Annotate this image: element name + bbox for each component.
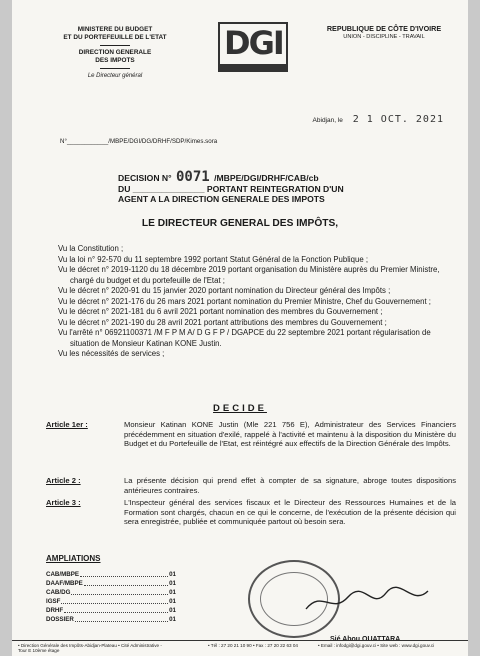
consideration-item: Vu le décret n° 2021-181 du 6 avril 2021 portant nomination des membres du Gouvernement ; xyxy=(58,307,383,316)
direction-name: DIRECTION GENERALE xyxy=(78,49,152,56)
recipient-count: 01 xyxy=(169,616,176,623)
divider xyxy=(100,68,130,69)
article-label: Article 3 : xyxy=(46,498,81,507)
recipient-count: 01 xyxy=(169,580,176,587)
date-line xyxy=(313,114,444,125)
considerations-list xyxy=(58,244,456,360)
recipient-count: 01 xyxy=(169,589,176,596)
article-label: Article 1er : xyxy=(46,420,88,429)
republic-header xyxy=(314,24,454,42)
document-page xyxy=(12,0,468,656)
recipient-count: 01 xyxy=(169,607,176,614)
consideration-item: Vu le décret n° 2021-190 du 28 avril 2021 portant attributions des membres du Gouvernement ; xyxy=(58,317,387,327)
decision-line-2: DU _______________ PORTANT REINTEGRATION D'UN xyxy=(118,183,344,194)
article-3 xyxy=(46,498,456,527)
signatory-name: Sié Abou OUATTARA xyxy=(330,636,401,643)
recipient-count: 01 xyxy=(169,571,176,578)
list-item xyxy=(46,579,176,588)
direction-name-2: DES IMPOTS xyxy=(95,57,135,64)
ministry-header xyxy=(40,26,190,80)
decision-prefix: DECISION N° xyxy=(118,173,172,183)
footer-address: • Direction Générale des Impôts-Abidjan-Plateau • Cité Administrative - Tour E 10ème étage xyxy=(18,643,162,654)
divider xyxy=(100,45,130,46)
decision-heading xyxy=(118,169,448,205)
reference-number: N°____________/MBPE/DGI/DG/DRHF/SDP/Kimes.sora xyxy=(60,138,218,145)
decision-line-3: AGENT A LA DIRECTION GENERALE DES IMPOTS xyxy=(118,194,325,204)
recipient-name: DAAF/MBPE xyxy=(46,580,83,587)
director-label: Le Directeur général xyxy=(87,73,143,79)
list-item xyxy=(46,597,176,606)
list-item xyxy=(46,570,176,579)
ampliations-title: AMPLIATIONS xyxy=(46,554,101,563)
ministry-name: MINISTERE DU BUDGET xyxy=(77,26,153,33)
footer xyxy=(12,640,468,656)
recipient-name: IGSF xyxy=(46,598,61,605)
article-label: Article 2 : xyxy=(46,476,81,485)
consideration-item: Vu les nécessités de services ; xyxy=(58,349,165,358)
recipient-name: CAB/MBPE xyxy=(46,571,80,578)
ampliations-list xyxy=(46,570,176,624)
director-title: LE DIRECTEUR GENERAL DES IMPÔTS, xyxy=(141,218,339,229)
article-text: Monsieur Katinan KONE Justin (Mle 221 756 E), Administrateur des Services Financiers précédemment en situation d'exilé, rappelé à l'activité et maintenu à la disposition du Ministère du Budget et du Portefeuille de l'Etat, est réintégré aux effectifs de la Direction Générale des Impôts. xyxy=(124,420,456,449)
date-stamp: 2 1 OCT. 2021 xyxy=(352,114,444,125)
footer-phone: • Tél : 27 20 21 10 90 • Fax : 27 20 22 63 04 xyxy=(208,643,298,648)
republic-name: REPUBLIQUE DE CÔTE D'IVOIRE xyxy=(326,24,442,33)
decision-suffix: /MBPE/DGI/DRHF/CAB/cb xyxy=(214,173,319,183)
ministry-name-2: ET DU PORTEFEUILLE DE L'ETAT xyxy=(63,34,167,41)
consideration-item: Vu l'arrêté n° 06921100371 /M F P M A/ D G F P / DGAPCE du 22 septembre 2021 portant régularisation de situation de Monsieur Katinan KONE Justin. xyxy=(58,328,431,348)
consideration-item: Vu le décret n° 2021-176 du 26 mars 2021 portant nomination du Premier Ministre, Chef du Gouvernement ; xyxy=(58,296,431,306)
footer-contact: • Email : infodgi@dgi.gouv.ci • Site web : www.dgi.gouv.ci xyxy=(318,643,435,648)
logo-text: DGI xyxy=(224,24,283,62)
list-item xyxy=(46,615,176,624)
recipient-name: CAB/DG xyxy=(46,589,71,596)
consideration-item: Vu le décret n° 2020-91 du 15 janvier 2020 portant nomination du Directeur général des Impôts ; xyxy=(58,286,391,295)
consideration-item: Vu la loi n° 92-570 du 11 septembre 1992 portant Statut Général de la Fonction Publique ; xyxy=(58,254,368,264)
recipient-count: 01 xyxy=(169,598,176,605)
article-text: L'Inspecteur général des services fiscaux et le Directeur des Ressources Humaines et de la Formation sont chargés, chacun en ce qui le concerne, de l'exécution de la présente décision qui sera enregistrée, publiée et communiquée partout où besoin sera. xyxy=(124,498,456,527)
list-item xyxy=(46,588,176,597)
article-1 xyxy=(46,420,456,449)
date-place: Abidjan, le xyxy=(312,117,343,124)
article-2 xyxy=(46,476,456,495)
republic-motto: UNION - DISCIPLINE - TRAVAIL xyxy=(343,34,425,40)
consideration-item: Vu la Constitution ; xyxy=(58,244,124,253)
decide-heading: DECIDE xyxy=(213,403,267,414)
dgi-logo-icon xyxy=(218,22,288,72)
logo-bar xyxy=(220,64,286,70)
recipient-name: DOSSIER xyxy=(46,616,74,623)
consideration-item: Vu le décret n° 2019-1120 du 18 décembre 2019 portant organisation du Ministère auprès du Premier Ministre, chargé du budget et du portefeuille de l'Etat ; xyxy=(58,265,440,285)
article-text: La présente décision qui prend effet à compter de sa signature, abroge toutes dispositions antérieures contraires. xyxy=(124,476,456,495)
recipient-name: DRHF xyxy=(46,607,64,614)
list-item xyxy=(46,606,176,615)
signature-icon xyxy=(302,585,432,617)
decision-number: 0071 xyxy=(175,169,210,185)
